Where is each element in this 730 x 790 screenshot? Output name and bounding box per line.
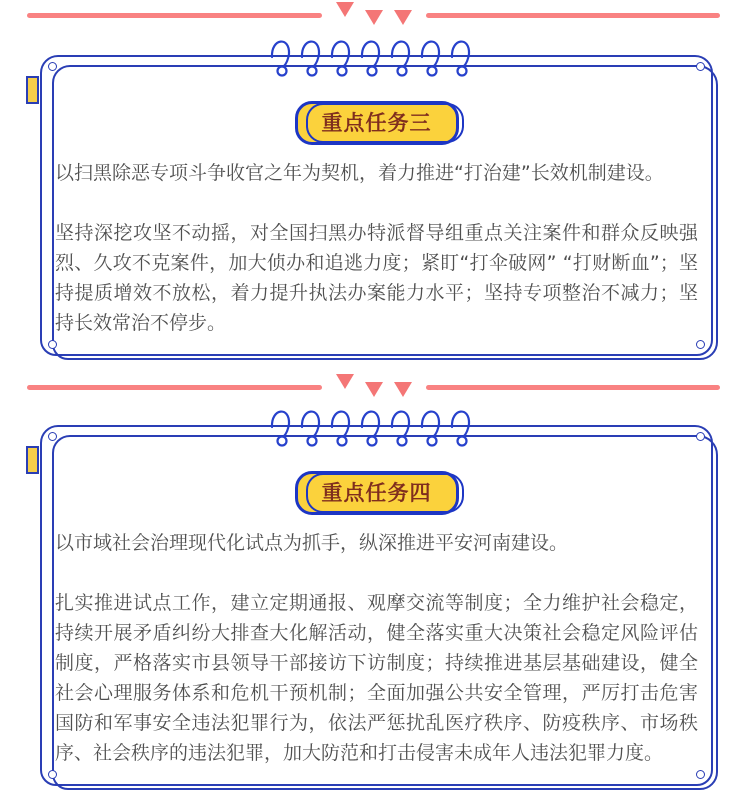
bookmark-tab xyxy=(26,76,39,104)
card-intro-text: 以市域社会治理现代化试点为抓手，纵深推进平安河南建设。 xyxy=(55,532,569,554)
down-triangle-icon xyxy=(365,382,383,397)
corner-hole-icon xyxy=(48,62,57,71)
divider-arrows xyxy=(322,0,426,30)
bookmark-tab xyxy=(26,446,39,474)
down-triangle-icon xyxy=(394,10,412,25)
corner-hole-icon xyxy=(696,770,705,779)
card-body-text: 扎实推进试点工作，建立定期通报、观摩交流等制度；全力维护社会稳定，持续开展矛盾纠纷大排查大化解活动，健全落实重大决策社会稳定风险评估制度，严格落实市县领导干部接访下访制度；持续推进基层基础建设，健全社会心理服务体系和危机干预机制；全面加强公共安全管理，严厉打击危害国防和军事安全违法犯罪行为，依法严惩扰乱医疗秩序、防疫秩序、市场秩序、社会秩序的违法犯罪，加大防范和打击侵害未成年人违法犯罪力度。 xyxy=(55,592,698,764)
down-triangle-icon xyxy=(336,2,354,17)
corner-hole-icon xyxy=(48,340,57,349)
divider-line-left xyxy=(27,385,322,390)
corner-hole-icon xyxy=(696,62,705,71)
corner-hole-icon xyxy=(696,432,705,441)
task-card-3 xyxy=(40,55,713,356)
divider-arrows xyxy=(322,372,426,402)
down-triangle-icon xyxy=(365,10,383,25)
corner-hole-icon xyxy=(696,340,705,349)
down-triangle-icon xyxy=(336,374,354,389)
corner-hole-icon xyxy=(48,432,57,441)
section-divider xyxy=(0,0,730,30)
card-body-text: 坚持深挖攻坚不动摇，对全国扫黑办特派督导组重点关注案件和群众反映强烈、久攻不克案件，加大侦办和追逃力度；紧盯“打伞破网” “打财断血”；坚持提质增效不放松，着力提升执法办案能力水平；坚持专项整治不减力；坚持长效常治不停步。 xyxy=(55,222,698,334)
spiral-binding-icon xyxy=(267,405,487,451)
divider-line-right xyxy=(426,385,721,390)
task-badge: 重点任务三 xyxy=(295,101,459,145)
section-divider xyxy=(0,372,730,402)
divider-line-left xyxy=(27,13,322,18)
card-intro-text: 以扫黑除恶专项斗争收官之年为契机，着力推进“打治建”长效机制建设。 xyxy=(55,162,664,184)
task-badge: 重点任务四 xyxy=(295,471,459,515)
corner-hole-icon xyxy=(48,770,57,779)
spiral-binding-icon xyxy=(267,35,487,81)
divider-line-right xyxy=(426,13,721,18)
down-triangle-icon xyxy=(394,382,412,397)
task-card-4 xyxy=(40,425,713,786)
